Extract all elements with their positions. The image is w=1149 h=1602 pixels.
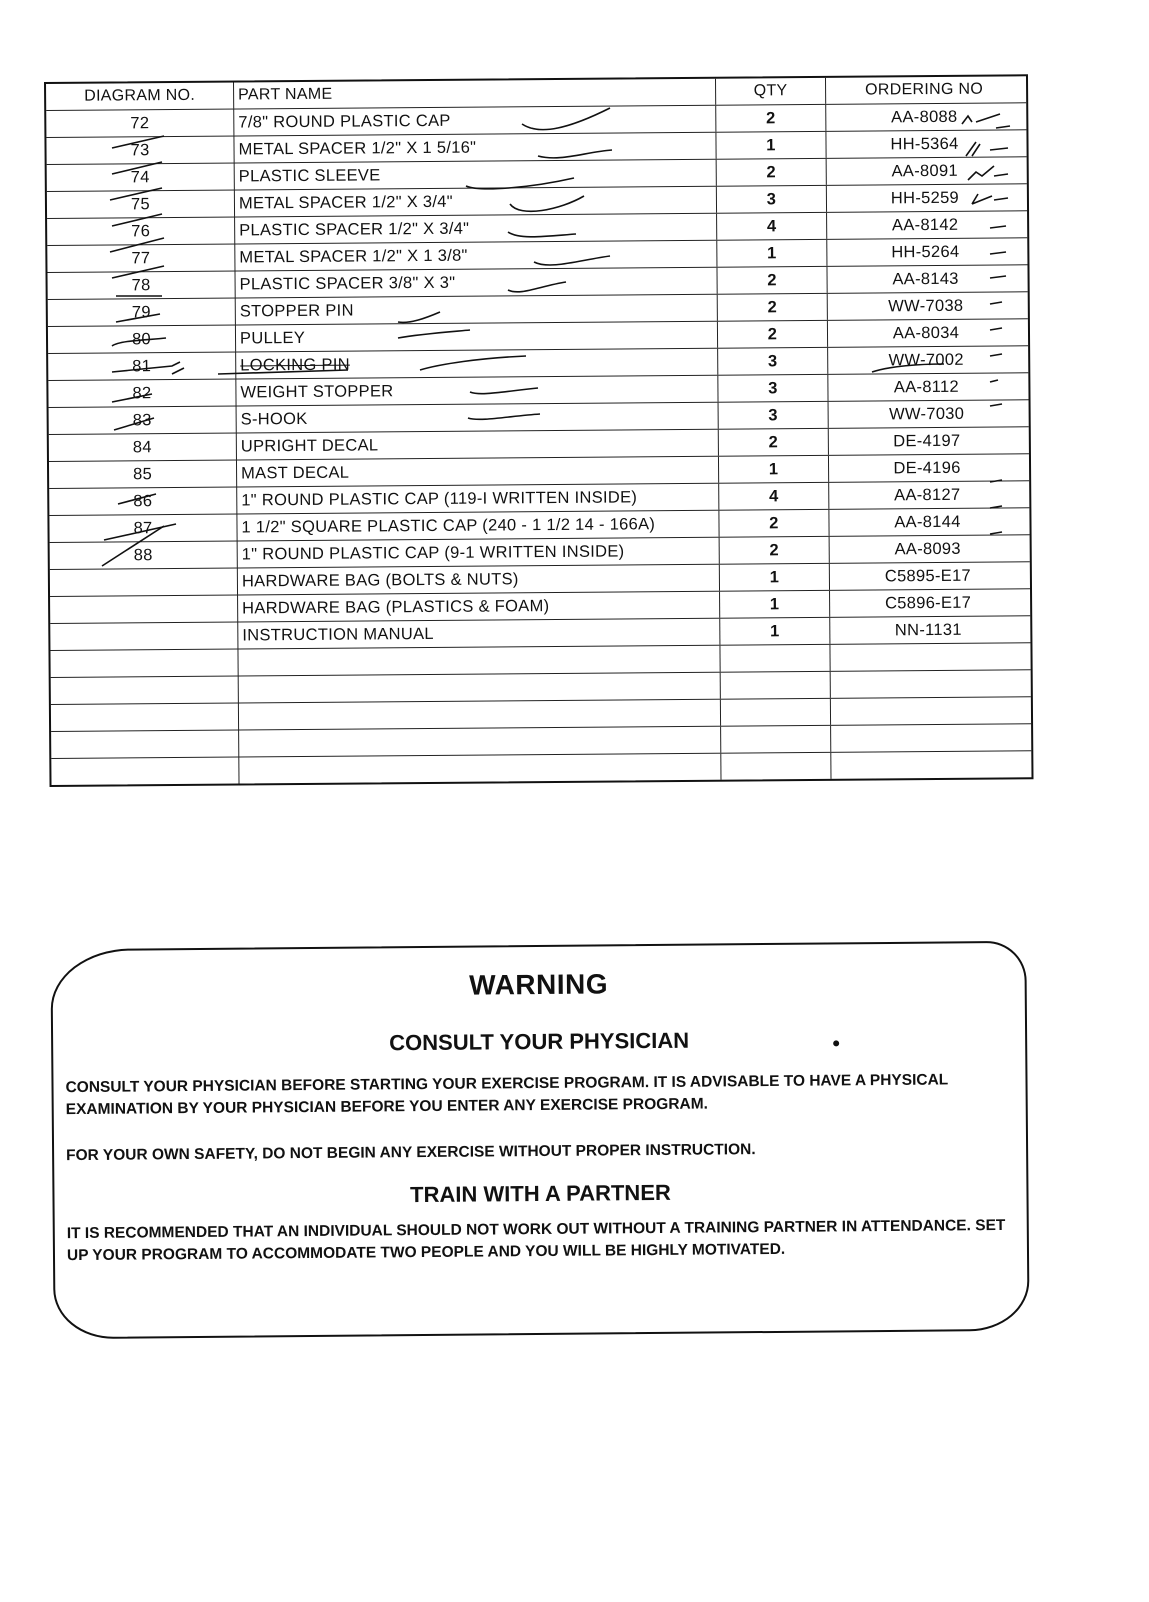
ordering-no-cell: AA-8088 xyxy=(891,107,958,127)
qty-cell: 1 xyxy=(719,456,829,483)
ordering-no-cell xyxy=(830,643,1026,671)
diagram-no-cell: 73 xyxy=(46,137,234,164)
part-name-cell: HARDWARE BAG (BOLTS & NUTS) xyxy=(238,565,720,595)
warning-box xyxy=(50,941,1029,1340)
part-name-cell: WEIGHT STOPPER xyxy=(236,376,718,406)
ordering-no-cell: C5895-E17 xyxy=(884,566,972,586)
qty-cell: 4 xyxy=(719,483,829,510)
qty-cell: 2 xyxy=(717,159,827,186)
diagram-no-cell xyxy=(50,622,238,649)
diagram-no-cell: 80 xyxy=(48,326,236,353)
part-name-cell: MAST DECAL xyxy=(237,457,719,487)
qty-cell xyxy=(721,726,831,753)
ink-dot xyxy=(833,1040,839,1046)
warning-paragraph-partner: IT IS RECOMMENDED THAT AN INDIVIDUAL SHOULD NOT WORK OUT WITHOUT A TRAINING PARTNER IN ATTENDANCE. SET UP YOUR PROGRAM TO ACCOMMODATE TWO PEOPLE AND YOU WILL BE HIGHLY MOTIVATED. xyxy=(66,1216,1006,1265)
part-name-cell: PLASTIC SPACER 1/2" X 3/4" xyxy=(235,214,717,244)
diagram-no-cell: 74 xyxy=(47,164,235,191)
diagram-no-cell: 76 xyxy=(47,218,235,245)
part-name-cell xyxy=(239,727,721,757)
ordering-no-cell xyxy=(831,751,1027,779)
part-name-cell xyxy=(239,700,721,730)
diagram-no-cell xyxy=(51,676,239,703)
part-name-cell: INSTRUCTION MANUAL xyxy=(238,619,720,649)
diagram-no-cell xyxy=(51,757,239,784)
part-name-cell xyxy=(239,754,721,784)
diagram-no-cell xyxy=(51,703,239,730)
qty-cell xyxy=(721,753,831,780)
ordering-no-cell: AA-8112 xyxy=(893,377,960,397)
qty-cell: 2 xyxy=(716,105,826,132)
diagram-no-cell: 72 xyxy=(46,110,234,137)
part-name-cell: HARDWARE BAG (PLASTICS & FOAM) xyxy=(238,592,720,622)
diagram-no-cell: 85 xyxy=(49,460,237,487)
ordering-no-cell: C5896-E17 xyxy=(884,593,972,613)
part-name-cell: S-HOOK xyxy=(237,403,719,433)
diagram-no-cell: 88 xyxy=(50,541,238,568)
qty-cell: 1 xyxy=(720,591,830,618)
ordering-no-cell xyxy=(831,670,1027,698)
qty-cell: 1 xyxy=(720,564,830,591)
qty-cell xyxy=(721,699,831,726)
ordering-no-cell: HH-5364 xyxy=(890,134,959,154)
part-name-cell: METAL SPACER 1/2" X 3/4" xyxy=(235,187,717,217)
ordering-no-cell: AA-8091 xyxy=(891,161,958,181)
diagram-no-cell xyxy=(50,568,238,595)
ordering-no-cell: WW-7038 xyxy=(888,296,964,316)
part-name-cell: METAL SPACER 1/2" X 1 5/16" xyxy=(234,133,716,163)
part-name-cell: METAL SPACER 1/2" X 1 3/8" xyxy=(235,241,717,271)
qty-cell: 2 xyxy=(720,537,830,564)
warning-title: WARNING xyxy=(469,968,609,1001)
ordering-no-cell xyxy=(831,724,1027,752)
diagram-no-cell: 83 xyxy=(49,406,237,433)
diagram-no-cell: 87 xyxy=(49,514,237,541)
part-name-cell: 7/8" ROUND PLASTIC CAP xyxy=(234,106,716,136)
warning-paragraph-safety: FOR YOUR OWN SAFETY, DO NOT BEGIN ANY EXERCISE WITHOUT PROPER INSTRUCTION. xyxy=(66,1141,756,1165)
part-name-cell xyxy=(239,673,721,703)
diagram-no-cell: 86 xyxy=(49,487,237,514)
parts-table xyxy=(44,74,1034,787)
part-name-cell: STOPPER PIN xyxy=(236,295,718,325)
warning-paragraph-physician: CONSULT YOUR PHYSICIAN BEFORE STARTING YOUR EXERCISE PROGRAM. IT IS ADVISABLE TO HAVE A PHYSICAL EXAMINATION BY YOUR PHYSICIAN BEFORE YOU ENTER ANY EXERCISE PROGRAM. xyxy=(65,1071,949,1119)
diagram-no-cell xyxy=(51,730,239,757)
qty-cell: 1 xyxy=(720,618,830,645)
diagram-no-cell xyxy=(50,649,238,676)
ordering-no-cell: AA-8144 xyxy=(894,512,961,532)
ordering-no-cell: AA-8127 xyxy=(894,485,961,505)
qty-cell: 2 xyxy=(719,510,829,537)
diagram-no-cell: 77 xyxy=(47,245,235,272)
diagram-no-cell: 82 xyxy=(48,379,236,406)
qty-cell: 2 xyxy=(718,294,828,321)
warning-heading-physician: CONSULT YOUR PHYSICIAN xyxy=(389,1027,690,1056)
ordering-no-cell: DE-4196 xyxy=(893,458,961,478)
ordering-no-cell: DE-4197 xyxy=(893,431,961,451)
header-diagram-no: DIAGRAM NO. xyxy=(46,83,234,110)
qty-cell: 4 xyxy=(717,213,827,240)
ordering-no-cell: WW-7002 xyxy=(888,350,964,370)
part-name-cell: PULLEY xyxy=(236,322,718,352)
qty-cell: 3 xyxy=(718,348,828,375)
ordering-no-cell: AA-8143 xyxy=(892,269,959,289)
ordering-no-cell xyxy=(831,697,1027,725)
qty-cell: 2 xyxy=(719,429,829,456)
qty-cell: 2 xyxy=(717,267,827,294)
ordering-no-cell: AA-8142 xyxy=(891,215,959,235)
qty-cell xyxy=(720,645,830,672)
part-name-cell: LOCKING PIN xyxy=(236,349,718,379)
header-qty: QTY xyxy=(716,78,826,105)
diagram-no-cell: 75 xyxy=(47,191,235,218)
qty-cell: 3 xyxy=(718,375,828,402)
diagram-no-cell: 78 xyxy=(48,272,236,299)
part-name-cell: UPRIGHT DECAL xyxy=(237,430,719,460)
ordering-no-cell: AA-8093 xyxy=(894,539,961,559)
ordering-no-cell: NN-1131 xyxy=(894,620,962,640)
qty-cell: 3 xyxy=(717,186,827,213)
header-part-name: PART NAME xyxy=(234,79,716,109)
warning-heading-partner: TRAIN WITH A PARTNER xyxy=(410,1179,671,1208)
diagram-no-cell: 81 xyxy=(48,352,236,379)
part-name-cell: 1" ROUND PLASTIC CAP (9-1 WRITTEN INSIDE) xyxy=(238,538,720,568)
part-name-cell: PLASTIC SPACER 3/8" X 3" xyxy=(235,268,717,298)
part-name-cell: 1 1/2" SQUARE PLASTIC CAP (240 - 1 1/2 14 - 166A) xyxy=(237,511,719,541)
part-name-cell: PLASTIC SLEEVE xyxy=(235,160,717,190)
qty-cell: 3 xyxy=(719,402,829,429)
diagram-no-cell: 84 xyxy=(49,433,237,460)
qty-cell: 1 xyxy=(717,240,827,267)
header-ordering-no: ORDERING NO xyxy=(865,80,984,99)
part-name-cell xyxy=(238,646,720,676)
ordering-no-cell: HH-5259 xyxy=(890,188,960,208)
qty-cell: 1 xyxy=(716,132,826,159)
ordering-no-cell: WW-7030 xyxy=(888,404,965,424)
diagram-no-cell: 79 xyxy=(48,299,236,326)
ordering-no-cell: HH-5264 xyxy=(891,242,960,262)
qty-cell: 2 xyxy=(718,321,828,348)
part-name-cell: 1" ROUND PLASTIC CAP (119-I WRITTEN INSIDE) xyxy=(237,484,719,514)
qty-cell xyxy=(721,672,831,699)
diagram-no-cell xyxy=(50,595,238,622)
ordering-no-cell: AA-8034 xyxy=(892,323,960,343)
